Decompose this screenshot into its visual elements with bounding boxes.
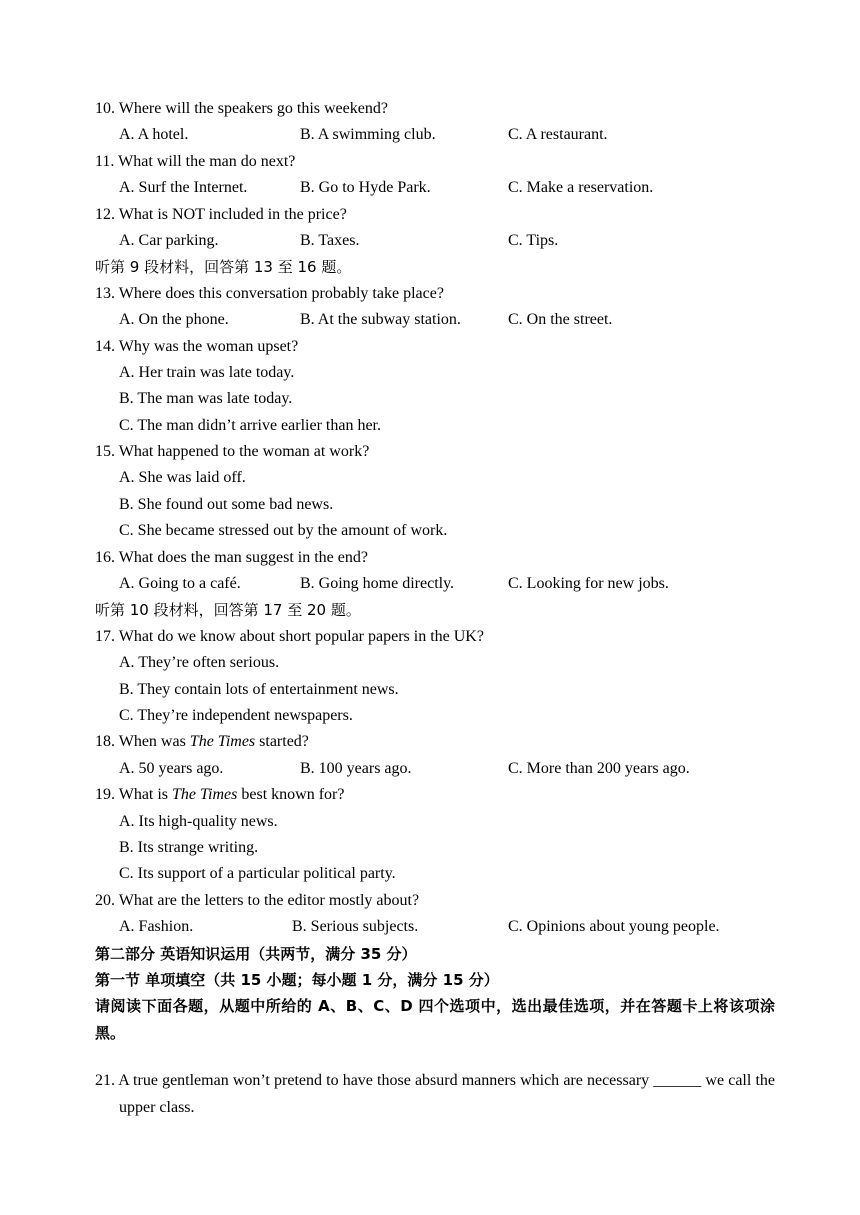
option-b: B. Its strange writing. (119, 838, 259, 856)
newspaper-title: The Times (172, 786, 238, 804)
option-b: B. Going home directly. (300, 575, 455, 593)
option-b: B. They contain lots of entertainment news. (119, 680, 399, 698)
option-b: B. Go to Hyde Park. (300, 179, 431, 197)
question-text: 10. Where will the speakers go this weekend? (95, 100, 388, 117)
question-text: 20. What are the letters to the editor mostly about? (95, 891, 420, 909)
option-a: A. On the phone. (119, 311, 229, 329)
option-a: A. She was laid off. (119, 469, 246, 487)
option-a: A. Surf the Internet. (119, 179, 248, 197)
question-13 (95, 281, 775, 307)
question-21: 21. A true gentleman won’t pretend to have those absurd manners which are necessary ______ we call the upper class. (95, 1072, 775, 1116)
option-c: C. They’re independent newspapers. (119, 706, 353, 724)
option-a: A. Fashion. (119, 918, 194, 936)
option-c: C. More than 200 years ago. (508, 759, 690, 777)
question-16 (95, 545, 775, 571)
instructions: 请阅读下面各题，从题中所给的 A、B、C、D 四个选项中，选出最佳选项，并在答题卡上将该项涂黑。 (95, 997, 775, 1042)
part-2-heading: 第二部分 英语知识运用（共两节，满分 35 分） (95, 944, 417, 963)
option-c: C. Opinions about young people. (508, 918, 720, 936)
option-a: A. Its high-quality news. (119, 812, 278, 830)
option-a: A. A hotel. (119, 126, 189, 144)
question-20 (95, 888, 775, 914)
section-9-intro: 听第 9 段材料，回答第 13 至 16 题。 (95, 258, 352, 277)
question-text: 17. What do we know about short popular papers in the UK? (95, 627, 484, 645)
question-19 (95, 782, 775, 808)
option-c: C. Its support of a particular political party. (119, 865, 396, 883)
option-b: B. She found out some bad news. (119, 495, 334, 513)
option-c: C. Tips. (508, 231, 559, 249)
section-10-intro: 听第 10 段材料，回答第 17 至 20 题。 (95, 601, 361, 620)
option-c: C. The man didn’t arrive earlier than her. (119, 416, 381, 434)
question-text-end: best known for? (237, 786, 345, 804)
option-b: B. The man was late today. (119, 390, 293, 408)
option-c: C. She became stressed out by the amount of work. (119, 522, 448, 540)
question-14 (95, 334, 775, 360)
question-text: 11. What will the man do next? (95, 152, 296, 170)
question-11 (95, 149, 775, 175)
options-10 (95, 122, 775, 148)
options-13 (95, 307, 775, 333)
option-b: B. Serious subjects. (292, 918, 419, 936)
question-12 (95, 202, 775, 228)
options-11 (95, 175, 775, 201)
question-18 (95, 729, 775, 755)
section-1-heading: 第一节 单项填空（共 15 小题；每小题 1 分，满分 15 分） (95, 970, 499, 989)
question-text-end: started? (255, 733, 309, 751)
question-text: 19. What is (95, 786, 173, 804)
options-18 (95, 756, 775, 782)
newspaper-title: The Times (189, 733, 256, 751)
option-a: A. Car parking. (119, 231, 219, 249)
question-17 (95, 624, 775, 650)
option-b: B. 100 years ago. (300, 759, 412, 777)
question-text: 15. What happened to the woman at work? (95, 443, 370, 461)
question-text: 18. When was (95, 733, 190, 751)
spacer (95, 1046, 775, 1068)
option-c: C. On the street. (508, 311, 613, 329)
option-a: A. 50 years ago. (119, 759, 224, 777)
question-text: 12. What is NOT included in the price? (95, 205, 347, 223)
option-c: C. Make a reservation. (508, 179, 654, 197)
option-a: A. Her train was late today. (119, 363, 295, 381)
option-a: A. Going to a café. (119, 575, 241, 593)
option-b: B. Taxes. (300, 231, 360, 249)
options-16 (95, 571, 775, 597)
question-text: 13. Where does this conversation probably take place? (95, 284, 444, 302)
question-text: 14. Why was the woman upset? (95, 337, 299, 355)
question-15 (95, 439, 775, 465)
option-c: C. Looking for new jobs. (508, 575, 669, 593)
options-12 (95, 228, 775, 254)
option-b: B. A swimming club. (300, 126, 436, 144)
options-20 (95, 914, 775, 940)
option-c: C. A restaurant. (508, 126, 608, 144)
exam-page (95, 96, 775, 1121)
question-text: 16. What does the man suggest in the end? (95, 548, 368, 566)
option-a: A. They’re often serious. (119, 654, 280, 672)
question-10 (95, 96, 775, 122)
option-b: B. At the subway station. (300, 311, 461, 329)
